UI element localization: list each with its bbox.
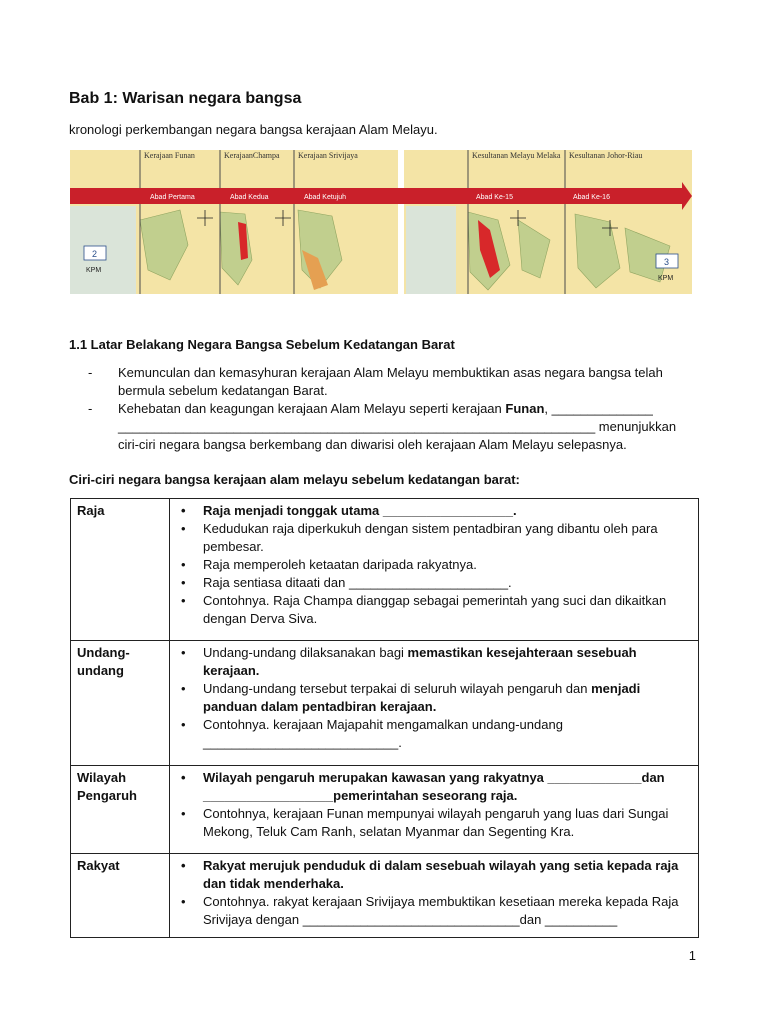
page-heading: Bab 1: Warisan negara bangsa (69, 90, 302, 107)
list-item: - Kemunculan dan kemasyhuran kerajaan Alam Melayu membuktikan asas negara bangsa telah bermula sebelum kedatangan Barat. (88, 365, 663, 398)
timeline-era-label: Abad Ke-15 (476, 194, 513, 201)
row-content: • Rakyat merujuk penduduk di dalam sesebuah wilayah yang setia kepada raja dan tidak menderhaka. • Contohnya. rakyat kerajaan Srivijaya membuktikan kesetiaan mereka kepada Raja Srivijaya dengan ______________________________dan __________ (170, 854, 699, 938)
timeline-caption: kronologi perkembangan negara bangsa kerajaan Alam Melayu. (69, 122, 438, 137)
row-label: Wilayah Pengaruh (71, 766, 170, 854)
table-row (71, 766, 699, 854)
page-number: 1 (688, 948, 696, 963)
timeline-kingdom-label: Kesultanan Melayu Melaka (472, 151, 561, 160)
row-label: Raja (71, 499, 170, 641)
row-label: Undang-undang (71, 641, 170, 766)
timeline-era-label: Abad Ketujuh (304, 194, 347, 201)
row-content: • Raja menjadi tonggak utama __________________. • Kedudukan raja diperkukuh dengan sistem pentadbiran yang dibantu oleh para pembesar. • Raja memperoleh ketaatan daripada rakyatnya. • Raja sentiasa ditaati dan ______________________. • Contohnya. Raja Champa dianggap sebagai pemerintah yang suci dan dikaitkan dengan Derva Siva. (170, 499, 699, 641)
timeline-kingdom-label: KerajaanChampa (224, 151, 280, 160)
list-item: - Kehebatan dan keagungan kerajaan Alam Melayu seperti kerajaan Funan, ______________ __________________________________________________________________ menunjukkan ciri-ciri negara bangsa berkembang dan diwarisi oleh kerajaan Alam Melayu selepasnya. (88, 401, 677, 452)
background-points (88, 364, 688, 454)
table-row (71, 499, 699, 641)
svg-text:KPM: KPM (86, 267, 102, 274)
table-row (71, 641, 699, 766)
section-title: 1.1 Latar Belakang Negara Bangsa Sebelum Kedatangan Barat (69, 337, 455, 352)
characteristics-table (70, 498, 699, 938)
svg-text:3: 3 (664, 257, 670, 267)
timeline-era-label: Abad Ke-16 (573, 194, 610, 201)
characteristics-title: Ciri-ciri negara bangsa kerajaan alam melayu sebelum kedatangan barat: (69, 472, 520, 487)
svg-text:2: 2 (92, 249, 98, 259)
table-row (71, 854, 699, 938)
svg-text:KPM: KPM (658, 275, 674, 282)
row-content: • Undang-undang dilaksanakan bagi memastikan kesejahteraan sesebuah kerajaan. • Undang-undang tersebut terpakai di seluruh wilayah pengaruh dan menjadi panduan dalam pentadbiran kerajaan. • Contohnya. kerajaan Majapahit mengamalkan undang-undang ___________________________. (170, 641, 699, 766)
timeline-era-label: Abad Pertama (150, 194, 195, 201)
row-content: • Wilayah pengaruh merupakan kawasan yang rakyatnya _____________dan __________________pemerintahan seseorang raja. • Contohnya, kerajaan Funan mempunyai wilayah pengaruh yang luas dari Sungai Mekong, Teluk Cam Ranh, selatan Myanmar dan Segenting Kra. (170, 766, 699, 854)
timeline-era-label: Abad Kedua (230, 194, 269, 201)
timeline-kingdom-label: Kesultanan Johor-Riau (569, 151, 643, 160)
timeline-figure (70, 150, 692, 294)
row-label: Rakyat (71, 854, 170, 938)
timeline-kingdom-label: Kerajaan Srivijaya (298, 151, 358, 160)
timeline-kingdom-label: Kerajaan Funan (144, 151, 195, 160)
